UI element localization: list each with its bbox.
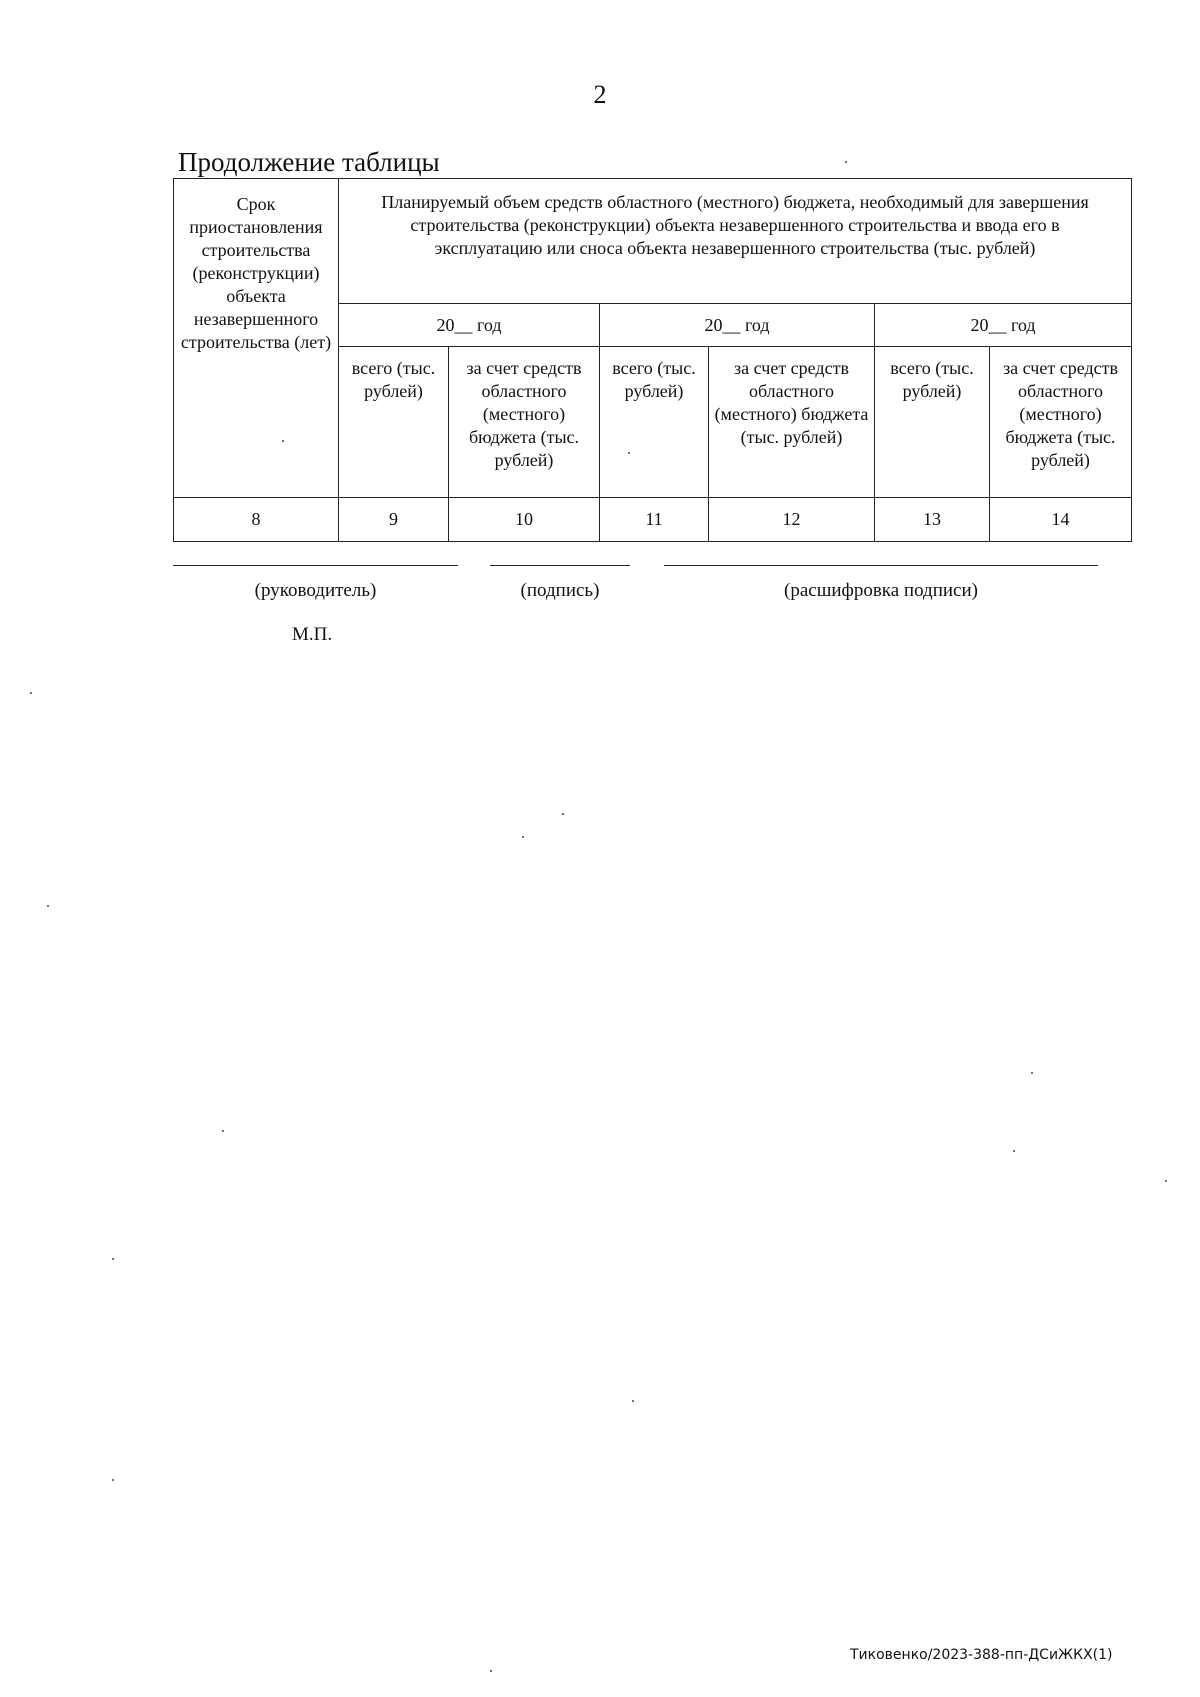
scan-speck xyxy=(112,1258,114,1260)
scan-speck xyxy=(845,161,847,163)
subheader-total-1: всего (тыс. рублей) xyxy=(339,347,449,498)
column-number: 12 xyxy=(709,498,875,542)
signature-line xyxy=(490,565,630,566)
scan-speck xyxy=(562,813,564,815)
head-caption: (руководитель) xyxy=(254,580,377,601)
column-number: 9 xyxy=(339,498,449,542)
subheader-regional-1: за счет средств областного (местного) бюджета (тыс. рублей) xyxy=(449,347,600,498)
suspension-term-header: Срок приостановления строительства (реконструкции) объекта незавершенного строительства (лет) xyxy=(174,179,339,498)
page-number: 2 xyxy=(593,80,607,109)
scan-speck xyxy=(632,1400,634,1402)
column-number: 14 xyxy=(990,498,1132,542)
year-header-2: 20__ год xyxy=(600,304,875,347)
scan-speck xyxy=(628,452,630,454)
subheader-total-2: всего (тыс. рублей) xyxy=(600,347,709,498)
decoding-caption: (расшифровка подписи) xyxy=(784,580,978,601)
head-signature-line xyxy=(173,565,458,566)
year-header-3: 20__ год xyxy=(875,304,1132,347)
decoding-signature-line xyxy=(664,565,1098,566)
subheader-regional-3: за счет средств областного (местного) бюджета (тыс. рублей) xyxy=(990,347,1132,498)
column-number: 13 xyxy=(875,498,990,542)
footer-document-code: Тиковенко/2023-388-пп-ДСиЖКХ(1) xyxy=(850,1647,1113,1663)
scan-speck xyxy=(1013,1150,1015,1152)
continuation-title: Продолжение таблицы xyxy=(178,147,440,177)
signature-caption: (подпись) xyxy=(520,580,600,601)
column-number: 11 xyxy=(600,498,709,542)
scan-speck xyxy=(282,440,284,442)
scan-speck xyxy=(1165,1180,1167,1182)
scan-speck xyxy=(112,1479,114,1481)
planned-budget-header: Планируемый объем средств областного (местного) бюджета, необходимый для завершения строительства (реконструкции) объекта незавершенного строительства и ввода его в эксплуатацию или сноса объекта незавершенного строительства (тыс. рублей) xyxy=(339,179,1132,304)
budget-table xyxy=(173,178,1132,542)
year-header-1: 20__ год xyxy=(339,304,600,347)
scan-speck xyxy=(490,1670,492,1672)
subheader-total-3: всего (тыс. рублей) xyxy=(875,347,990,498)
stamp-label: М.П. xyxy=(292,624,333,645)
scan-speck xyxy=(222,1130,224,1132)
subheader-regional-2: за счет средств областного (местного) бюджета (тыс. рублей) xyxy=(709,347,875,498)
scan-speck xyxy=(30,692,32,694)
scan-speck xyxy=(522,836,524,838)
column-number: 10 xyxy=(449,498,600,542)
column-number: 8 xyxy=(174,498,339,542)
scan-speck xyxy=(47,905,49,907)
scan-speck xyxy=(1031,1072,1033,1074)
